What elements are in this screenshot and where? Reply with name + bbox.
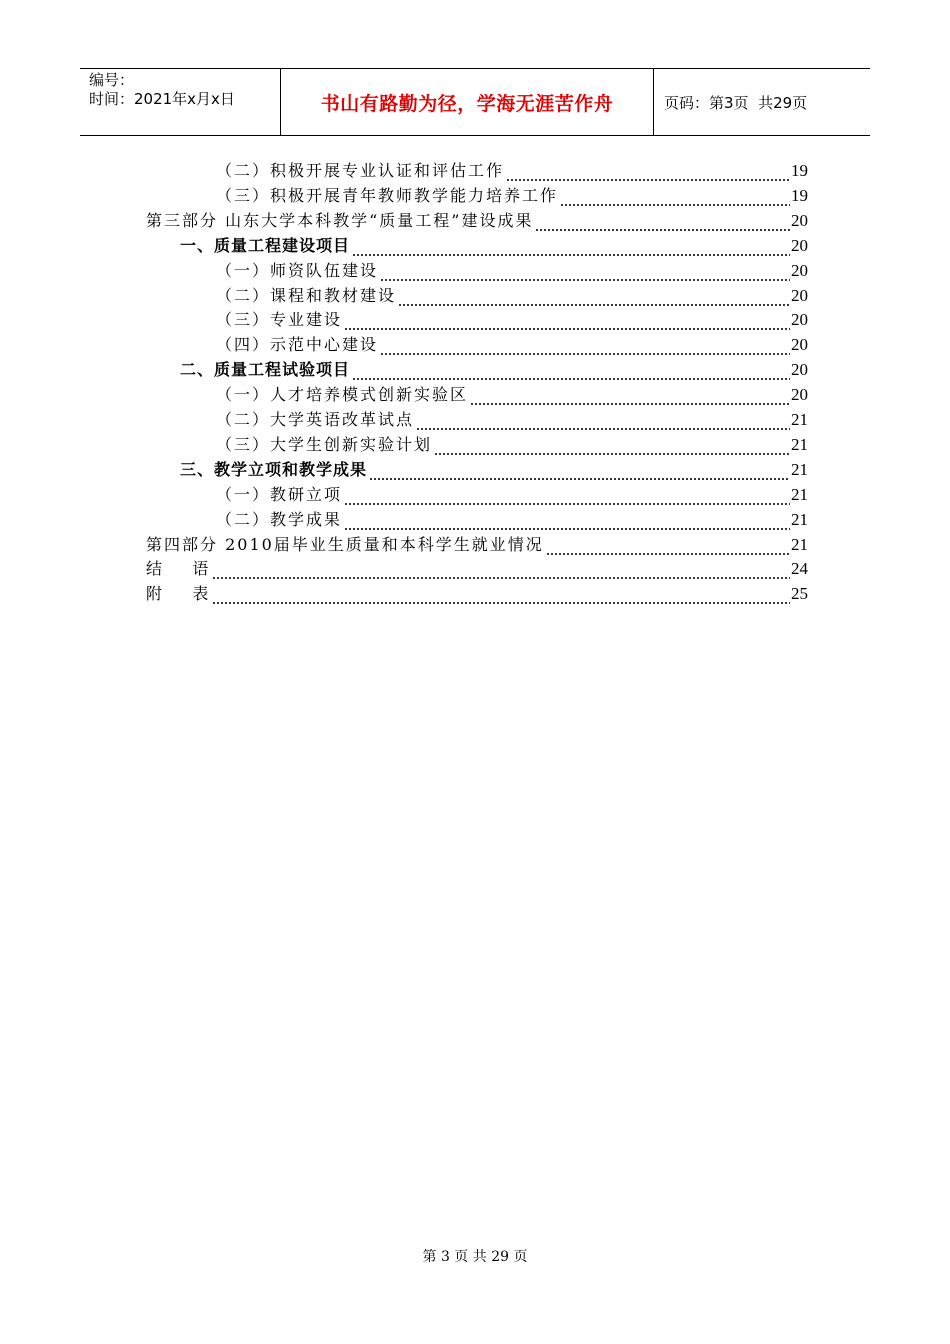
toc-entry[interactable] [146,556,808,581]
toc-entry-page-number: 19 [791,185,808,205]
toc-entry-page-number: 24 [791,559,808,579]
toc-entry-page-number: 25 [791,584,808,604]
toc-dot-leader [434,437,790,457]
toc-entry-page-number: 20 [791,335,808,355]
toc-entry[interactable] [216,307,808,332]
toc-dot-leader [352,238,790,258]
page-footer: 第 3 页 共 29 页 [422,1249,528,1265]
toc-entry-title: （二）积极开展专业认证和评估工作 [216,161,505,180]
toc-entry-page-number: 21 [791,509,808,529]
toc-entry-title: 结 语 [146,559,211,579]
toc-entry-title: （一）人才培养模式创新实验区 [216,385,469,405]
toc-dot-leader [212,586,790,606]
toc-entry-page-number: 20 [791,385,808,405]
toc-dot-leader [470,387,790,407]
toc-entry-title: 二、质量工程试验项目 [180,360,351,380]
toc-dot-leader [535,213,790,233]
toc-entry[interactable] [216,258,808,283]
toc-entry[interactable] [146,208,808,233]
toc-entry-title: （四）示范中心建设 [216,335,379,355]
toc-dot-leader [416,412,790,432]
toc-entry-title: （三）大学生创新实验计划 [216,434,433,454]
toc-dot-leader [212,561,790,581]
toc-entry[interactable] [216,158,808,183]
toc-entry[interactable] [146,581,808,606]
toc-entry[interactable] [180,233,808,258]
toc-entry-title: 附 表 [146,584,211,604]
toc-entry-page-number: 20 [791,360,808,380]
page-header [80,68,870,136]
toc-entry-title: （一）教研立项 [216,484,343,504]
toc-entry-page-number: 20 [791,235,808,255]
document-date-label: 时间：2021年x月x日 [89,90,235,108]
toc-dot-leader [380,263,790,283]
toc-entry[interactable] [180,357,808,382]
toc-entry-title: 第四部分 2010届毕业生质量和本科学生就业情况 [146,534,544,554]
toc-entry[interactable] [216,432,808,457]
toc-dot-leader [506,163,790,183]
toc-entry-title: 一、质量工程建设项目 [180,235,351,255]
toc-entry[interactable] [216,382,808,407]
toc-entry[interactable] [216,482,808,507]
toc-dot-leader [546,537,790,557]
header-page-info: 页码：第3页 共29页 [664,93,808,112]
toc-entry-title: （二）大学英语改革试点 [216,410,415,429]
toc-entry-page-number: 19 [791,161,808,180]
toc-entry-title: 第三部分 山东大学本科教学“质量工程”建设成果 [146,210,534,230]
toc-entry-page-number: 20 [791,285,808,305]
toc-entry-page-number: 20 [791,310,808,330]
toc-entry[interactable] [216,283,808,308]
toc-entry-page-number: 21 [791,459,808,479]
toc-entry-title: （二）教学成果 [216,509,343,529]
toc-entry[interactable] [216,407,808,432]
toc-dot-leader [344,312,790,332]
toc-entry-title: （三）积极开展青年教师教学能力培养工作 [216,185,559,205]
toc-entry-title: （二）课程和教材建设 [216,285,397,305]
toc-dot-leader [398,288,790,308]
toc-entry-title: 三、教学立项和教学成果 [180,459,368,479]
toc-entry-page-number: 21 [791,434,808,454]
toc-entry-page-number: 21 [791,534,808,554]
toc-entry-title: （三）专业建设 [216,310,343,330]
toc-dot-leader [352,362,790,382]
toc-entry-page-number: 20 [791,260,808,280]
toc-entry[interactable] [180,457,808,482]
toc-entry-page-number: 20 [791,210,808,230]
toc-entry-page-number: 21 [791,410,808,429]
toc-entry-title: （一）师资队伍建设 [216,260,379,280]
toc-entry-page-number: 21 [791,484,808,504]
toc-dot-leader [344,487,790,507]
toc-entry[interactable] [146,532,808,557]
toc-dot-leader [344,512,790,532]
toc-dot-leader [380,337,790,357]
toc-dot-leader [369,462,790,482]
document-number-label: 编号： [89,71,135,89]
header-motto: 书山有路勤为径，学海无涯苦作舟 [281,69,654,135]
toc-entry[interactable] [216,507,808,532]
toc-dot-leader [560,188,790,208]
toc-entry[interactable] [216,332,808,357]
header-meta [80,69,281,135]
toc-entry[interactable] [216,183,808,208]
